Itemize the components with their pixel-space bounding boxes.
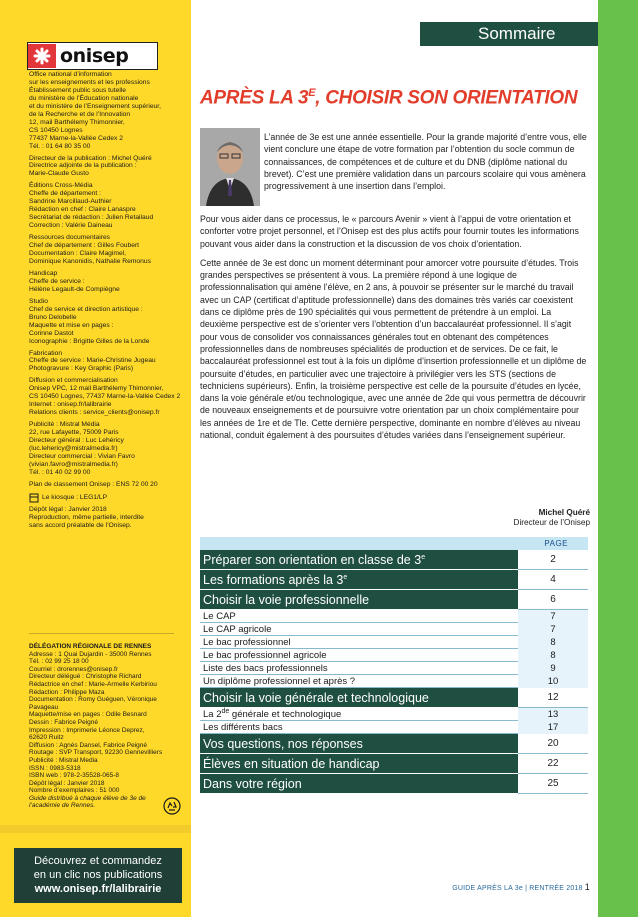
toc-row[interactable]	[200, 623, 588, 636]
toc-label-text: Un diplôme professionnel et après ?	[203, 675, 356, 687]
toc-label-text: Choisir la voie professionnelle	[203, 592, 370, 607]
body-text	[200, 213, 590, 448]
credits-line: sur les enseignements et les professions	[29, 78, 150, 86]
credits-line: Corinne Dastot	[29, 329, 74, 337]
credits-line: Cheffe de département :	[29, 190, 102, 198]
region-line: Nombre d’exemplaires : 51 000	[29, 787, 120, 795]
credits-line: et du ministère de l’Enseignement supérieur,	[29, 102, 161, 110]
toc-label	[200, 637, 518, 648]
toc-row[interactable]	[200, 721, 588, 734]
signature	[400, 508, 590, 528]
region-line: Directeur délégué : Christophe Richard	[29, 673, 142, 681]
credits-line: Documentation : Claire Magimel,	[29, 250, 127, 258]
director-photo	[200, 128, 260, 206]
credits-line: Cheffe de service :	[29, 277, 85, 285]
credits-line: Bruno Delobelle	[29, 313, 77, 321]
logo-text: onisep	[60, 45, 129, 67]
credits-paragraph	[29, 182, 191, 230]
footer-text: GUIDE APRÈS LA 3e | RENTRÉE 2018	[452, 885, 583, 892]
credits-line: Rédaction en chef : Claire Lanaspre	[29, 206, 136, 214]
divider	[0, 825, 191, 833]
region-line: Rédaction : Philippe Maza	[29, 688, 105, 696]
credits-line: Directeur général : Luc Lehéricy	[29, 437, 124, 445]
credits-paragraph	[29, 506, 191, 530]
toc-page-header: PAGE	[200, 537, 588, 550]
credits-line: Chef de service et direction artistique :	[29, 305, 143, 313]
toc-page-number: 6	[518, 590, 588, 610]
credits-line: CS 10450 Lognes, 77437 Marne-la-Vallée Cedex 2	[29, 393, 181, 401]
credits-line: Office national d’information	[29, 71, 112, 78]
toc-label-text: Préparer son orientation en classe de 3	[203, 552, 422, 567]
recycling-icon	[163, 797, 181, 815]
toc-label-text: Le CAP	[203, 610, 236, 622]
region-line: Pavageau	[29, 703, 59, 711]
region-line: Publicité : Mistral Media	[29, 756, 98, 764]
credits-line: Handicap	[29, 269, 58, 277]
credits-paragraph	[29, 350, 191, 374]
credits-block	[29, 71, 191, 533]
toc-label	[200, 663, 518, 674]
toc-label-text: Le CAP agricole	[203, 623, 272, 635]
toc-label	[200, 573, 518, 587]
credits-line: Hélène Legault-de Compiègne	[29, 285, 120, 293]
credits-line: Directeur commercial : Vivian Favro	[29, 452, 135, 460]
credits-line: Iconographie : Brigitte Gilles de la Londe	[29, 337, 150, 345]
divider	[29, 633, 174, 634]
region-line: Tél. : 02 99 25 18 00	[29, 658, 89, 666]
credits-line: Photogravure : Key Graphic (Paris)	[29, 365, 134, 373]
toc-page-number: 12	[518, 688, 588, 708]
credits-line: Internet : onisep.fr/lalibrairie	[29, 401, 112, 409]
toc-label-text: Élèves en situation de handicap	[203, 756, 380, 771]
region-line: Adresse : 1 Quai Dujardin - 35000 Rennes	[29, 650, 152, 658]
toc-page-number: 22	[518, 754, 588, 774]
credits-line: Éditions Cross-Média	[29, 182, 93, 190]
toc-label	[200, 553, 518, 567]
toc-label	[200, 722, 518, 733]
table-of-contents	[200, 537, 588, 794]
toc-page-number: 10	[518, 675, 588, 688]
toc-row[interactable]	[200, 754, 588, 774]
toc-label-sup: e	[421, 553, 426, 561]
toc-page-number: 9	[518, 662, 588, 675]
toc-label-text: générale et technologique	[229, 709, 342, 721]
toc-label	[200, 624, 518, 635]
credits-line: Sandrine Marcillaud-Authier	[29, 198, 112, 206]
credits-line: Plan de classement Onisep : ENS 72 00 20	[29, 480, 158, 488]
toc-label-text: Le bac professionnel agricole	[203, 649, 327, 661]
intro-text: L’année de 3e est une année essentielle. Pour la grande majorité d’entre vous, elle vient conclure une étape de votre formation par l’obtention du socle commun de connaissances, de compétences et de culture et du DNB (diplôme national du brevet). C’est une première validation dans un parcours scolaire qui vous amènera progressivement à une insertion dans l’emploi.	[264, 132, 587, 192]
credits-line: Relations clients : service_clients@onisep.fr	[29, 409, 160, 417]
toc-row[interactable]	[200, 550, 588, 570]
toc-page-number: 4	[518, 570, 588, 590]
toc-label-text: Le bac professionnel	[203, 636, 291, 648]
toc-row[interactable]	[200, 734, 588, 754]
credits-line: Studio	[29, 297, 48, 305]
credits-paragraph	[29, 421, 191, 477]
paragraph: Pour vous aider dans ce processus, le « parcours Avenir » vient à l’appui de votre orientation et conforter votre projet personnel, et l’Onisep est des plus actifs pour fournir toutes les informations pouvant vous aider dans la construction et la discussion de vos choix d’orientation.	[200, 214, 579, 249]
credits-line: 12, mail Barthélemy Thimonnier,	[29, 118, 125, 126]
region-line: DÉLÉGATION RÉGIONALE DE RENNES	[29, 643, 152, 650]
toc-row[interactable]	[200, 590, 588, 610]
credits-line: Tél. : 01 40 02 99 00	[29, 468, 91, 476]
region-line: l’académie de Rennes.	[29, 802, 96, 810]
credits-line: Correction : Valérie Daineau	[29, 222, 113, 230]
credits-paragraph	[29, 270, 191, 294]
region-credits	[29, 643, 189, 810]
toc-page-number: 20	[518, 734, 588, 754]
toc-label-sup: de	[221, 707, 230, 715]
toc-label	[200, 777, 518, 791]
toc-page-number: 7	[518, 623, 588, 636]
region-line: Dépôt légal : Janvier 2018	[29, 779, 105, 787]
toc-page-number: 13	[518, 708, 588, 721]
region-line: ISSN : 0983-5318	[29, 764, 81, 772]
credits-line: Chef de département : Gilles Foubert	[29, 242, 140, 250]
credits-line: Publicité : Mistral Média	[29, 421, 100, 429]
signature-role: Directeur de l’Onisep	[513, 518, 590, 528]
onisep-asterisk-icon	[28, 44, 56, 68]
credits-line: de la Recherche et de l’Innovation	[29, 110, 131, 118]
region-line: Rédactrice en chef : Marie-Armelle Kerbiriou	[29, 680, 157, 688]
sommaire-header: Sommaire	[420, 22, 598, 46]
credits-line: Maquette et mise en pages :	[29, 321, 114, 329]
toc-label-text: Les formations après la 3	[203, 572, 344, 587]
credits-line: Secrétariat de rédaction : Julien Retailaud	[29, 214, 154, 222]
region-line: Dessin : Fabrice Peigné	[29, 718, 99, 726]
region-line: Maquette/mise en pages : Odile Besnard	[29, 711, 147, 719]
credits-line: 77437 Marne-la-Vallée Cedex 2	[29, 134, 123, 142]
credits-line: du ministère de l’Éducation nationale	[29, 94, 139, 102]
toc-label	[200, 611, 518, 622]
credits-paragraph	[29, 71, 191, 151]
region-line: Diffusion : Agnès Dansel, Fabrice Peigné	[29, 741, 148, 749]
credits-line: Établissement public sous tutelle	[29, 86, 127, 94]
toc-row[interactable]	[200, 675, 588, 688]
toc-label	[200, 593, 518, 607]
kiosk-icon	[29, 493, 39, 503]
toc-label-text: Vos questions, nos réponses	[203, 736, 363, 751]
toc-label-sup: e	[343, 573, 348, 581]
signature-name: Michel Quéré	[538, 508, 590, 517]
toc-label	[200, 737, 518, 751]
credits-line: Marie-Claude Gusto	[29, 170, 89, 178]
toc-page-number: 7	[518, 610, 588, 623]
page-footer	[440, 882, 590, 892]
toc-row[interactable]	[200, 636, 588, 649]
toc-row[interactable]	[200, 649, 588, 662]
title-sup: E	[308, 87, 316, 99]
title-part: , CHOISIR SON ORIENTATION	[315, 87, 578, 109]
credits-paragraph	[29, 377, 191, 417]
toc-row[interactable]	[200, 570, 588, 590]
toc-label	[200, 757, 518, 771]
region-line: 62620 Ruitz	[29, 734, 64, 742]
credits-line: Cheffe de service : Marie-Christine Jugeau	[29, 357, 156, 365]
credits-paragraph	[29, 155, 191, 179]
region-line: Courriel : drorennes@onisep.fr	[29, 665, 118, 673]
promo-banner[interactable]	[14, 848, 182, 903]
toc-label-text: Choisir la voie générale et technologique	[203, 690, 429, 705]
credits-paragraph	[29, 234, 191, 266]
credits-line: Reproduction, même partielle, interdite	[29, 513, 144, 521]
region-line: Documentation : Romy Guéguen, Véronique	[29, 696, 157, 704]
onisep-logo[interactable]	[27, 42, 158, 70]
promo-url-link[interactable]: www.onisep.fr/lalibrairie	[34, 883, 162, 895]
page-number: 1	[584, 882, 590, 892]
toc-page-number: 17	[518, 721, 588, 734]
toc-label-text: Liste des bacs professionnels	[203, 662, 328, 674]
toc-row[interactable]	[200, 688, 588, 708]
toc-label-text: La 2	[203, 709, 222, 721]
toc-label	[200, 650, 518, 661]
right-accent-strip	[598, 0, 638, 917]
credits-line: Dépôt légal : Janvier 2018	[29, 505, 107, 513]
toc-label	[200, 691, 518, 705]
credits-line: (luc.lehericy@mistralmedia.fr)	[29, 444, 118, 452]
toc-page-number: 8	[518, 649, 588, 662]
toc-page-number: 8	[518, 636, 588, 649]
title-part: APRÈS LA 3	[200, 87, 309, 109]
kiosk-text: Le kiosque : LEG1/LP	[42, 493, 108, 501]
toc-row[interactable]	[200, 662, 588, 675]
toc-label	[200, 708, 518, 720]
credits-line: Tél. : 01 64 80 35 00	[29, 142, 91, 150]
credits-line: (vivian.favro@mistralmedia.fr)	[29, 460, 118, 468]
toc-page-number: 25	[518, 774, 588, 794]
credits-line: CS 10450 Lognes	[29, 126, 83, 134]
promo-line1: Découvrez et commandez	[34, 855, 162, 867]
credits-line: Dominique Kanonidis, Nathalie Remonus	[29, 257, 151, 265]
credits-line: Directeur de la publication : Michel Quéré	[29, 154, 152, 162]
toc-label-text: Dans votre région	[203, 776, 302, 791]
credits-line: Directrice adjointe de la publication :	[29, 162, 137, 170]
kiosk-line	[29, 493, 191, 503]
region-line: Guide distribué à chaque élève de 3e de	[29, 794, 146, 802]
toc-row[interactable]	[200, 774, 588, 794]
credits-line: Ressources documentaires	[29, 234, 111, 242]
credits-paragraph	[29, 481, 191, 489]
credits-line: sans accord préalable de l’Onisep.	[29, 521, 132, 529]
paragraph: Cette année de 3e est donc un moment déterminant pour amorcer votre poursuite d’études. Trois grandes perspectives se présentent à vous. La première répond à une logique de professionnalisation qui amène l’élève, en 2 ans, à pouvoir se présenter sur le marché du travail avec un CAP (certificat d’aptitude professionnelle) dans des domaines très variés car coexistent dans ce diplôme près de 190 spécialités qui vous permettent de prétendre à un emploi. La deuxième perspective est de s’orienter vers l’obtention d’un baccalauréat professionnel. Il s’agit pour vous de consolider vos connaissances générales tout en obtenant des compétences professionnelles dans de nombreuses spécialités de production et de services. De ce fait, le baccalauréat professionnel est tout à la fois un diplôme d’insertion professionnelle et un diplôme de poursuite d’études, en particulier avec une trajectoire à privilégier vers les STS (sections de techniciens supérieurs). Enfin, la troisième perspective est celle de la poursuite d’études en lycée, dans la voie générale et/ou technologique, avec une année de 2de qui vous permettra de découvrir de nouveaux enseignements et de poursuivre votre orientation par un choix complémentaire pour les années de 1re et de Tle. Cette dernière perspective, dominante en nombre d’élèves au niveau national, conduit également à des poursuites d’études variées dans l’enseignement supérieur.	[200, 257, 587, 441]
credits-line: 22, rue Lafayette, 75009 Paris	[29, 429, 119, 437]
toc-row[interactable]	[200, 708, 588, 721]
region-line: ISBN web : 978-2-35528-065-8	[29, 772, 119, 780]
credits-line: Onisep VPC, 12 mail Barthélemy Thimonnier,	[29, 385, 164, 393]
toc-page-number: 2	[518, 550, 588, 570]
region-line: Impression : Imprimerie Léonce Deprez,	[29, 726, 145, 734]
page-title	[200, 87, 600, 109]
region-line: Routage : SVP Transport, 92230 Gennevilliers	[29, 749, 163, 757]
promo-line2: en un clic nos publications	[33, 869, 163, 881]
toc-label-text: Les différents bacs	[203, 721, 283, 733]
toc-row[interactable]	[200, 610, 588, 623]
credits-line: Fabrication	[29, 349, 63, 357]
credits-paragraph	[29, 298, 191, 346]
credits-line: Diffusion et commercialisation	[29, 377, 118, 385]
toc-label	[200, 676, 518, 687]
